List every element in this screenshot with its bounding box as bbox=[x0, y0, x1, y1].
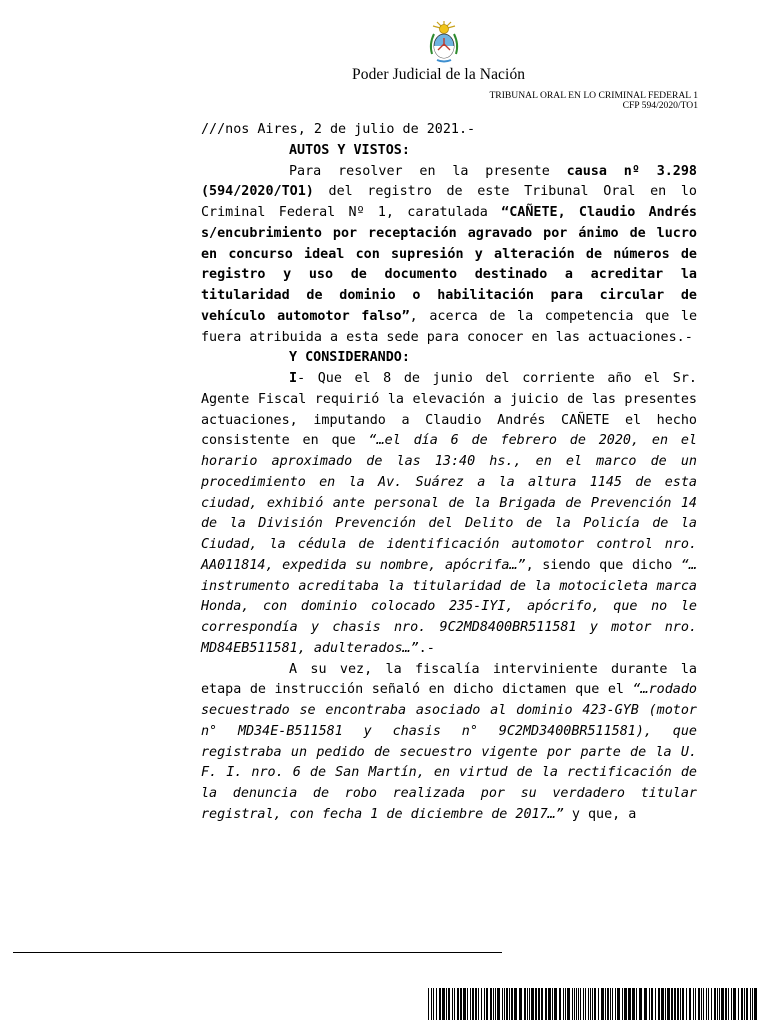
paragraph-autos: Para resolver en la presente causa nº 3.298 (594/2020/TO1) del registro de este Tribunal Oral en lo Criminal Federal Nº 1, caratulada “CAÑETE, Claudio Andrés s/encubrimiento por receptación agravado por ánimo de lucro en concurso ideal con supresión y alteración de números de registro y uso de documento destinado a acreditar la titularidad de dominio o habilitación para circular de vehículo automotor falso”, acerca de la competencia que le fuera atribuida a esta sede para conocer en las actuaciones.- bbox=[201, 163, 698, 345]
footer-divider bbox=[13, 952, 502, 953]
quote-fiscal-charge: “…el día 6 de febrero de 2020, en el horario aproximado de las 13:40 hs., en el marco de un procedimiento en la Av. Suárez a la altura 1145 de esta ciudad, exhibió ante personal de la Brigada de Prevención 14 de la División Prevención del Delito de la Policía de la Ciudad, la cédula de identificación automotor control nro. AA011814, expedida su nombre, apócrifa…” bbox=[201, 433, 697, 573]
argentine-coat-of-arms-icon bbox=[427, 20, 461, 64]
barcode-icon bbox=[428, 988, 758, 1020]
paragraph-considerando-1: I- Que el 8 de junio del corriente año el Sr. Agente Fiscal requirió la elevación a juicio de las presentes actuaciones, imputando a Claudio Andrés CAÑETE el hecho consistente en que “…el día 6 de febrero de 2020, en el horario aproximado de las 13:40 hs., en el marco de un procedimiento en la Av. Suárez a la altura 1145 de esta ciudad, exhibió ante personal de la Brigada de Prevención 14 de la División Prevención del Delito de la Policía de la Ciudad, la cédula de identificación automotor control nro. AA011814, expedida su nombre, apócrifa…”, siendo que dicho “…instrumento acreditaba la titularidad de la motocicleta marca Honda, con dominio colocado 235-IYI, apócrifo, que no le correspondía y chasis nro. 9C2MD8400BR511581 y motor nro. MD84EB511581, adulterados…”.- bbox=[201, 371, 697, 656]
quote-rodado: “…rodado secuestrado se encontraba asociado al dominio 423-GYB (motor n° MD34E-B511581 y chasis n° 9C2MD3400BR511581), que registraba un pedido de secuestro vigente por parte de la U. F. I. nro. 6 de San Martín, en virtud de la rectificación de la denuncia de robo realizada por su verdadero titular registral, con fecha 1 de diciembre de 2017…” bbox=[201, 682, 697, 822]
document-body bbox=[201, 120, 697, 826]
tribunal-name: TRIBUNAL ORAL EN LO CRIMINAL FEDERAL 1 bbox=[489, 90, 698, 101]
quote-instrument: “…instrumento acreditaba la titularidad de la motocicleta marca Honda, con dominio colocado 235-IYI, apócrifo, que no le correspondía y chasis nro. 9C2MD8400BR511581 y motor nro. MD84EB511581, adulterados…” bbox=[201, 557, 697, 656]
date-line: ///nos Aires, 2 de julio de 2021.- bbox=[201, 122, 476, 137]
court-name: Poder Judicial de la Nación bbox=[352, 66, 526, 83]
case-reference: CFP 594/2020/TO1 bbox=[622, 100, 698, 111]
heading-considerando: Y CONSIDERANDO: bbox=[289, 350, 410, 366]
heading-autos-y-vistos: AUTOS Y VISTOS: bbox=[289, 142, 410, 158]
section-roman-numeral: I bbox=[289, 371, 298, 386]
paragraph-fiscalia: A su vez, la fiscalía interviniente durante la etapa de instrucción señaló en dicho dictamen que el “…rodado secuestrado se encontraba asociado al dominio 423-GYB (motor n° MD34E-B511581 y chasis n° 9C2MD3400BR511581), que registraba un pedido de secuestro vigente por parte de la U. F. I. nro. 6 de San Martín, en virtud de la rectificación de la denuncia de robo realizada por su verdadero titular registral, con fecha 1 de diciembre de 2017…” y que, a bbox=[201, 661, 697, 822]
case-caption: “CAÑETE, Claudio Andrés s/encubrimiento por receptación agravado por ánimo de lucro en concurso ideal con supresión y alteración de números de registro y uso de documento destinado a acreditar la titularidad de dominio o habilitación para circular de vehículo automotor falso” bbox=[201, 205, 697, 324]
causa-number: causa nº 3.298 (594/2020/TO1) bbox=[201, 163, 697, 200]
